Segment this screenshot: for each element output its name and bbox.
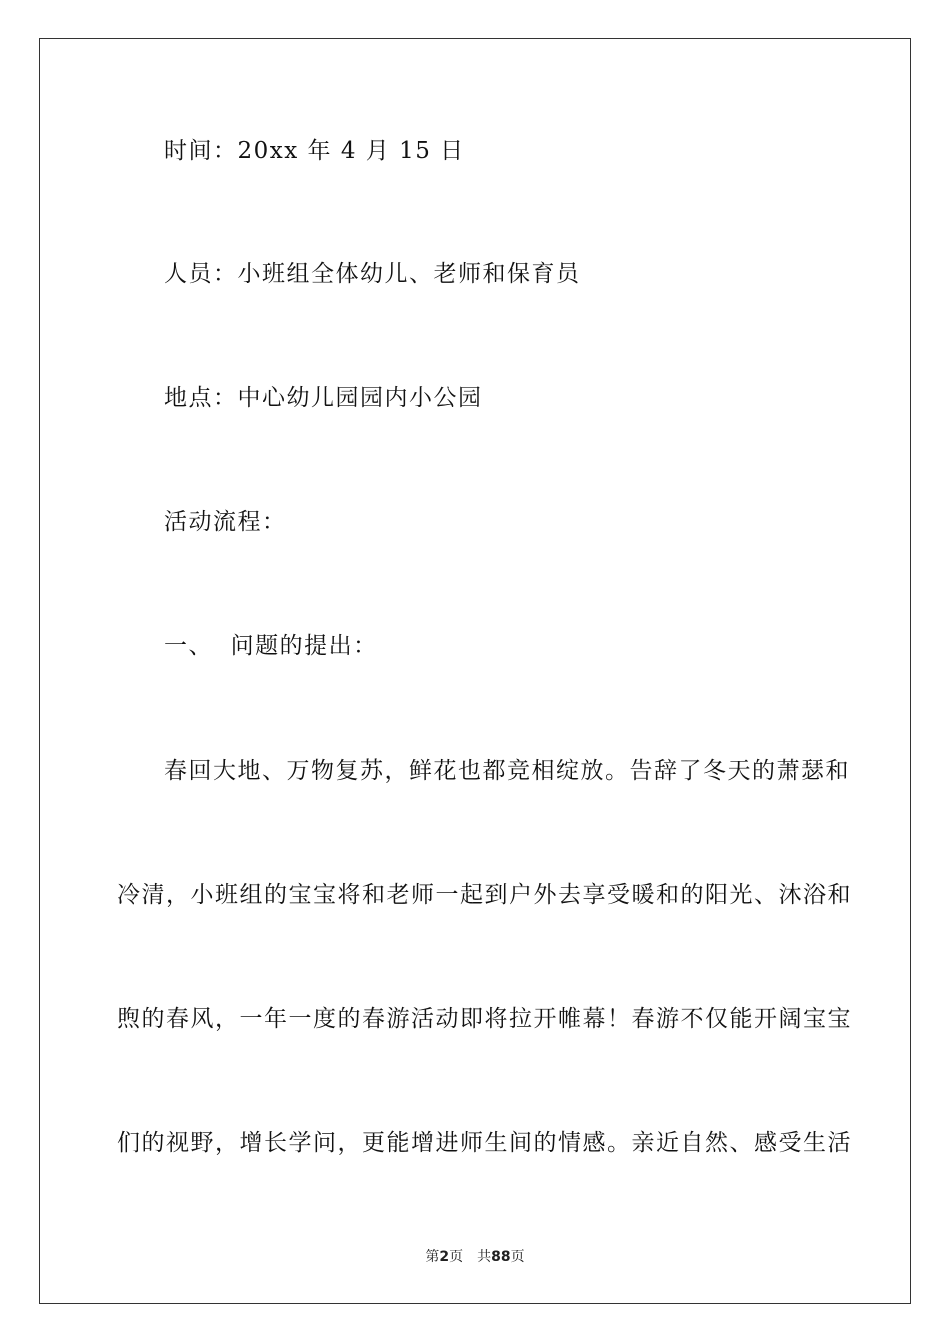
paragraph-line-2: 冷清，小班组的宝宝将和老师一起到户外去享受暖和的阳光、沐浴和 — [117, 882, 852, 908]
time-line: 时间：20xx 年 4 月 15 日 — [164, 138, 465, 164]
page-footer — [0, 1247, 950, 1267]
page-border — [39, 38, 911, 1304]
paragraph-line-3: 煦的春风，一年一度的春游活动即将拉开帷幕！春游不仅能开阔宝宝 — [117, 1006, 852, 1032]
footer-page-suffix: 页 — [449, 1249, 464, 1265]
section-heading-1: 一、 问题的提出： — [164, 633, 378, 659]
paragraph-line-4: 们的视野，增长学问，更能增进师生间的情感。亲近自然、感受生活 — [117, 1130, 852, 1156]
location-line: 地点：中心幼儿园园内小公园 — [164, 385, 483, 411]
footer-total-pages: 88 — [491, 1249, 511, 1265]
footer-page-number: 2 — [439, 1249, 450, 1265]
process-heading: 活动流程： — [164, 509, 287, 535]
personnel-line: 人员：小班组全体幼儿、老师和保育员 — [164, 261, 581, 287]
footer-total-prefix: 共 — [477, 1249, 492, 1265]
paragraph-line-1: 春回大地、万物复苏，鲜花也都竞相绽放。告辞了冬天的萧瑟和 — [164, 758, 850, 784]
footer-total-suffix: 页 — [510, 1249, 525, 1265]
footer-page-prefix: 第 — [425, 1249, 440, 1265]
